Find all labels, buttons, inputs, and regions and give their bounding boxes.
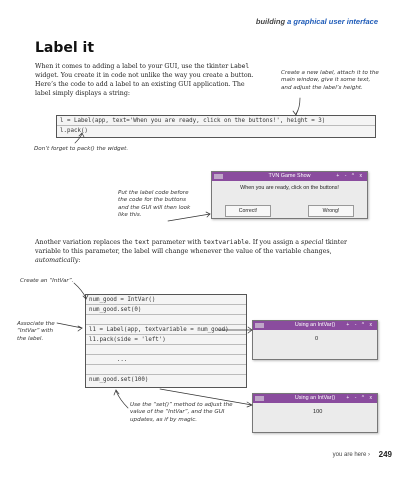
- intro-text-1: When it comes to adding a label to your GUI, use the tkinter: [35, 63, 231, 70]
- code-line-1: l = Label(app, text='When you are ready, click on the buttons!', height = 3): [57, 116, 375, 126]
- p2-text-e: tkinter variable to this parameter, the label will change whenever the value of the variable changes,: [35, 239, 348, 255]
- code-line-2: l.pack(): [60, 128, 88, 134]
- annotation-associate: Associate the “IntVar” with the label.: [17, 321, 55, 342]
- p2-emphasis-special: special: [301, 239, 324, 246]
- window-controls-icon[interactable]: + - ^ x: [346, 395, 374, 401]
- arrowhead-icon: [78, 326, 82, 331]
- running-header-prefix: building: [255, 17, 288, 26]
- annotation-use-set: Use the “set()” method to adjust the value of the “IntVar”, and the GUI updates, as if by magic.: [130, 402, 233, 423]
- p2-text-b: parameter with: [149, 239, 204, 246]
- arrowhead-icon: [293, 110, 298, 115]
- arrow-create-label-icon: [296, 98, 300, 114]
- section-title: Label it: [35, 40, 95, 56]
- window-title: TVN Game Show: [268, 173, 311, 179]
- p2-text-d: . If you assign a: [248, 239, 302, 246]
- footer-you-are-here: you are here ›: [332, 452, 370, 458]
- p2-code-text: text: [134, 239, 150, 246]
- arrow-to-window-100-icon: [160, 389, 252, 405]
- arrow-create-intvar-icon: [74, 283, 86, 298]
- window-title: Using an IntVar(): [294, 322, 336, 328]
- code2-line-9: num_good.set(100): [89, 377, 149, 383]
- p2-code-textvariable: textvariable: [203, 239, 249, 246]
- arrow-associate-icon: [57, 323, 82, 328]
- running-header-highlight: a graphical user interface: [287, 17, 378, 26]
- intro-text-2: widget. You create it in code not unlike the way you create a button. Here’s the code to add a label to an existing GUI application. The label simply displays a string:: [35, 72, 254, 97]
- p2-emphasis-automatically: automatically: [35, 257, 79, 264]
- page-number: 249: [378, 450, 392, 459]
- window-title: Using an IntVar(): [294, 395, 336, 401]
- annotation-put-before: Put the label code before the code for the buttons and the GUI will then look like this.: [118, 190, 191, 219]
- p2-text-a: Another variation replaces the: [35, 239, 135, 246]
- annotation-create-intvar: Create an “IntVar”.: [20, 278, 74, 284]
- ready-label: When you are ready, click on the buttons!: [240, 185, 339, 191]
- arrow-use-set-icon: [116, 391, 128, 408]
- annotation-create-label: Create a new label, attach it to the main window, give it some text, and adjust the label’s height.: [281, 70, 379, 91]
- arrow-pack-icon: [75, 134, 82, 143]
- annotation-pack: Don’t forget to pack() the widget.: [34, 146, 129, 152]
- intro-code: Label: [230, 63, 250, 70]
- window-controls-icon[interactable]: + - ^ x: [346, 322, 374, 328]
- intvar-label-value: 100: [313, 409, 323, 415]
- intvar-label-value: 0: [315, 336, 319, 342]
- code2-line-7: ...: [86, 355, 246, 365]
- code2-line-5: l1.pack(side = 'left'): [86, 335, 246, 345]
- code2-line-4: l1 = Label(app, textvariable = num_good): [86, 325, 246, 335]
- arrow-put-before-icon: [168, 214, 210, 221]
- correct-button[interactable]: Correct!: [225, 205, 271, 217]
- code2-line-2: num_good.set(0): [86, 305, 246, 315]
- code2-line-1: num_good = IntVar(): [86, 295, 246, 305]
- window-controls-icon[interactable]: + - ^ x: [336, 173, 364, 179]
- p2-text-f: :: [78, 257, 81, 264]
- wrong-button[interactable]: Wrong!: [308, 205, 354, 217]
